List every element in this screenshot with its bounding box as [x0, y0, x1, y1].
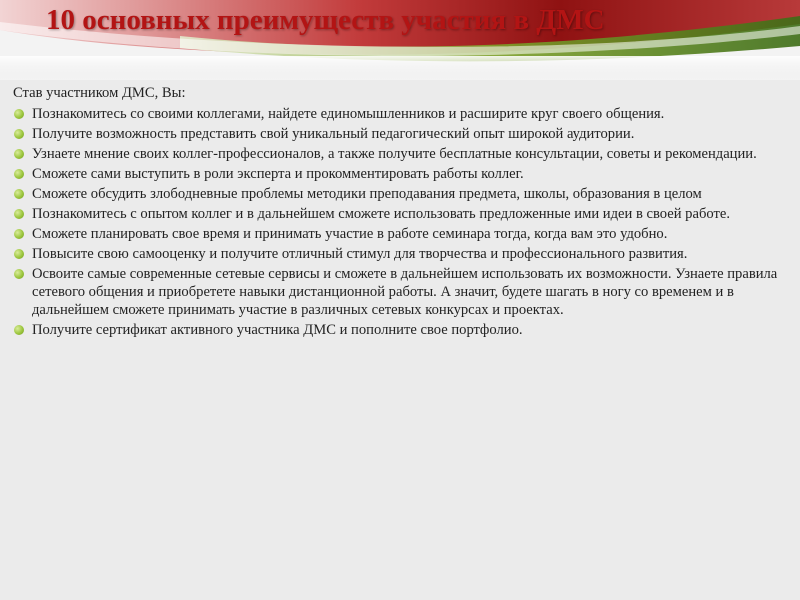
- green-ball-bullet-icon: [14, 229, 24, 239]
- green-ball-bullet-icon: [14, 325, 24, 335]
- slide-content: [13, 84, 785, 341]
- green-ball-bullet-icon: [14, 269, 24, 279]
- green-ball-bullet-icon: [14, 169, 24, 179]
- list-item: [13, 321, 785, 339]
- green-ball-bullet-icon: [14, 209, 24, 219]
- list-item-text: Сможете планировать свое время и принимать участие в работе семинара тогда, когда вам это удобно.: [32, 226, 668, 242]
- list-item: [13, 205, 785, 223]
- benefits-list: [13, 105, 785, 339]
- list-item: [13, 105, 785, 123]
- list-item-text: Освоите самые современные сетевые сервисы и сможете в дальнейшем использовать их возможности. Узнаете правила сетевого общения и приобретете навыки дистанционной работы. А значит, будете шагать в ногу со временем и в дальнейшем сможете принимать участие в различных сетевых конкурсах и проектах.: [32, 266, 778, 318]
- green-ball-bullet-icon: [14, 129, 24, 139]
- list-item-text: Узнаете мнение своих коллег-профессионалов, а также получите бесплатные консультации, советы и рекомендации.: [32, 146, 757, 162]
- list-item: [13, 225, 785, 243]
- list-item: [13, 185, 785, 203]
- list-item: [13, 265, 785, 319]
- green-ball-bullet-icon: [14, 249, 24, 259]
- green-ball-bullet-icon: [14, 109, 24, 119]
- list-item-text: Познакомитесь со своими коллегами, найдете единомышленников и расширите круг своего общения.: [32, 106, 665, 122]
- green-ball-bullet-icon: [14, 189, 24, 199]
- intro-text: Став участником ДМС, Вы:: [13, 85, 186, 101]
- list-item-text: Повысите свою самооценку и получите отличный стимул для творчества и профессионального развития.: [32, 246, 688, 262]
- list-item: [13, 145, 785, 163]
- green-ball-bullet-icon: [14, 149, 24, 159]
- list-item-text: Сможете сами выступить в роли эксперта и прокомментировать работы коллег.: [32, 166, 524, 182]
- slide-title: 10 основных преимуществ участия в ДМС: [46, 4, 605, 36]
- list-item-text: Получите возможность представить свой уникальный педагогический опыт широкой аудитории.: [32, 126, 635, 142]
- list-item-text: Познакомитесь с опытом коллег и в дальнейшем сможете использовать предложенные ими идеи в своей работе.: [32, 206, 730, 222]
- list-item-text: Сможете обсудить злободневные проблемы методики преподавания предмета, школы, образования в целом: [32, 186, 702, 202]
- list-item-text: Получите сертификат активного участника ДМС и пополните свое портфолио.: [32, 322, 523, 338]
- list-item: [13, 125, 785, 143]
- list-item: [13, 245, 785, 263]
- list-item: [13, 165, 785, 183]
